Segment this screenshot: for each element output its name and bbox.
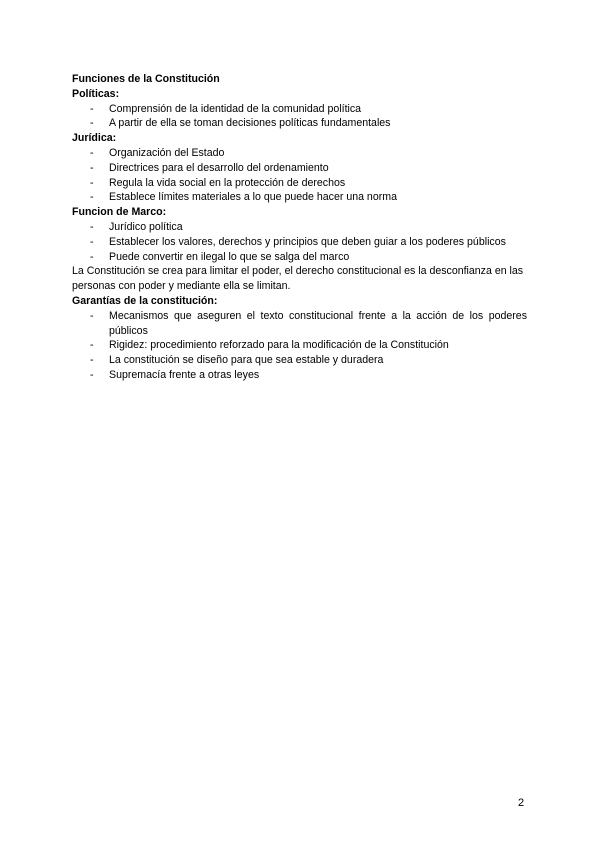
list-item-text: A partir de ella se toman decisiones políticas fundamentales (109, 117, 391, 130)
list-item-text: Supremacía frente a otras leyes (109, 368, 260, 381)
dash-bullet: - (90, 220, 94, 233)
dash-bullet: - (90, 339, 94, 352)
dash-bullet: - (90, 146, 94, 159)
list-item-text: Mecanismos que aseguren el texto constitucional frente a la acción de los poderes públicos (109, 309, 527, 337)
list-item-text: Rigidez: procedimiento reforzado para la modificación de la Constitución (109, 339, 449, 352)
list-item (72, 176, 527, 191)
list-item-text: Establecer los valores, derechos y principios que deben guiar a los poderes públicos (109, 235, 506, 248)
list-marco (72, 220, 527, 264)
list-item (72, 235, 527, 250)
list-item (72, 116, 527, 131)
list-item-text: Puede convertir en ilegal lo que se salga del marco (109, 250, 350, 263)
section-heading-juridica: Jurídica: (72, 132, 117, 145)
document-title: Funciones de la Constitución (72, 73, 220, 85)
dash-bullet: - (90, 176, 94, 189)
list-item (72, 190, 527, 205)
document-body (72, 72, 527, 383)
list-item-text: Establece límites materiales a lo que puede hacer una norma (109, 191, 397, 204)
section-heading-garantias: Garantías de la constitución: (72, 294, 218, 307)
list-item-text: Organización del Estado (109, 146, 225, 159)
list-item-text: La constitución se diseño para que sea estable y duradera (109, 354, 384, 367)
list-politicas (72, 102, 527, 132)
dash-bullet: - (90, 161, 94, 174)
dash-bullet: - (90, 309, 94, 322)
list-item (72, 309, 527, 339)
list-item-text: Directrices para el desarrollo del ordenamiento (109, 161, 329, 174)
dash-bullet: - (90, 117, 94, 130)
list-item (72, 368, 527, 383)
list-item-text: Jurídico política (109, 220, 183, 233)
dash-bullet: - (90, 102, 94, 115)
dash-bullet: - (90, 354, 94, 367)
list-item (72, 161, 527, 176)
list-item (72, 250, 527, 265)
page-number: 2 (518, 797, 525, 809)
list-item-text: Regula la vida social en la protección de derechos (109, 176, 346, 189)
list-juridica (72, 146, 527, 205)
list-garantias (72, 309, 527, 383)
dash-bullet: - (90, 250, 94, 263)
list-item (72, 146, 527, 161)
section-heading-politicas: Políticas: (72, 87, 120, 100)
list-item (72, 353, 527, 368)
list-item (72, 220, 527, 235)
dash-bullet: - (90, 368, 94, 381)
dash-bullet: - (90, 191, 94, 204)
list-item-text: Comprensión de la identidad de la comunidad política (109, 102, 362, 115)
dash-bullet: - (90, 235, 94, 248)
list-item (72, 338, 527, 353)
body-paragraph: La Constitución se crea para limitar el poder, el derecho constitucional es la desconfianza en las personas con poder y mediante ella se limitan. (72, 265, 524, 293)
section-heading-marco: Funcion de Marco: (72, 206, 167, 219)
list-item (72, 102, 527, 117)
